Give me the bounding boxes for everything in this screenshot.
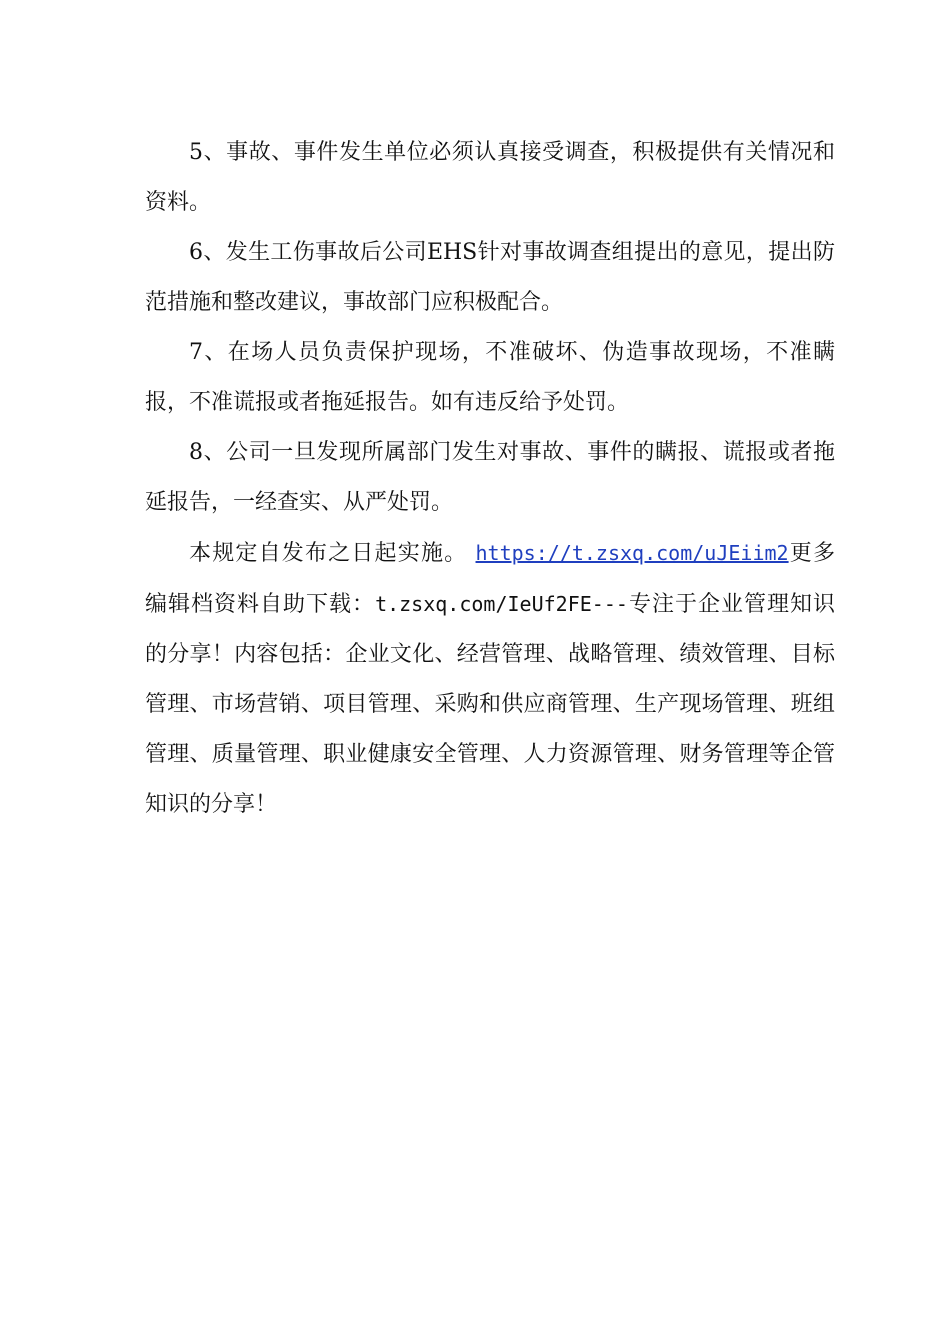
knowledge-planet-link[interactable]: https://t.zsxq.com/uJEiim2 bbox=[475, 541, 789, 565]
download-prompt: 更多编辑档资料自助下载： bbox=[145, 541, 835, 617]
paragraph-8: 8、公司一旦发现所属部门发生对事故、事件的瞒报、谎报或者拖延报告，一经查实、从严处罚。 bbox=[145, 440, 835, 515]
content-description: 专注于企业管理知识的分享！内容包括：企业文化、经营管理、战略管理、绩效管理、目标管理、市场营销、项目管理、采购和供应商管理、生产现场管理、班组管理、质量管理、职业健康安全管理、人力资源管理、财务管理等企管知识的分享！ bbox=[145, 592, 835, 817]
paragraph-7: 7、在场人员负责保护现场，不准破坏、伪造事故现场，不准瞒报，不准谎报或者拖延报告。如有违反给予处罚。 bbox=[145, 340, 835, 415]
document-body bbox=[145, 128, 835, 830]
effective-date-statement: 本规定自发布之日起实施。 bbox=[189, 541, 476, 566]
download-url-text: t.zsxq.com/IeUf2FE--- bbox=[375, 592, 628, 616]
paragraph-6: 6、发生工伤事故后公司EHS针对事故调查组提出的意见，提出防范措施和整改建议，事故部门应积极配合。 bbox=[145, 240, 835, 315]
paragraph-5: 5、事故、事件发生单位必须认真接受调查，积极提供有关情况和资料。 bbox=[145, 140, 835, 215]
closing-paragraph bbox=[145, 528, 835, 830]
